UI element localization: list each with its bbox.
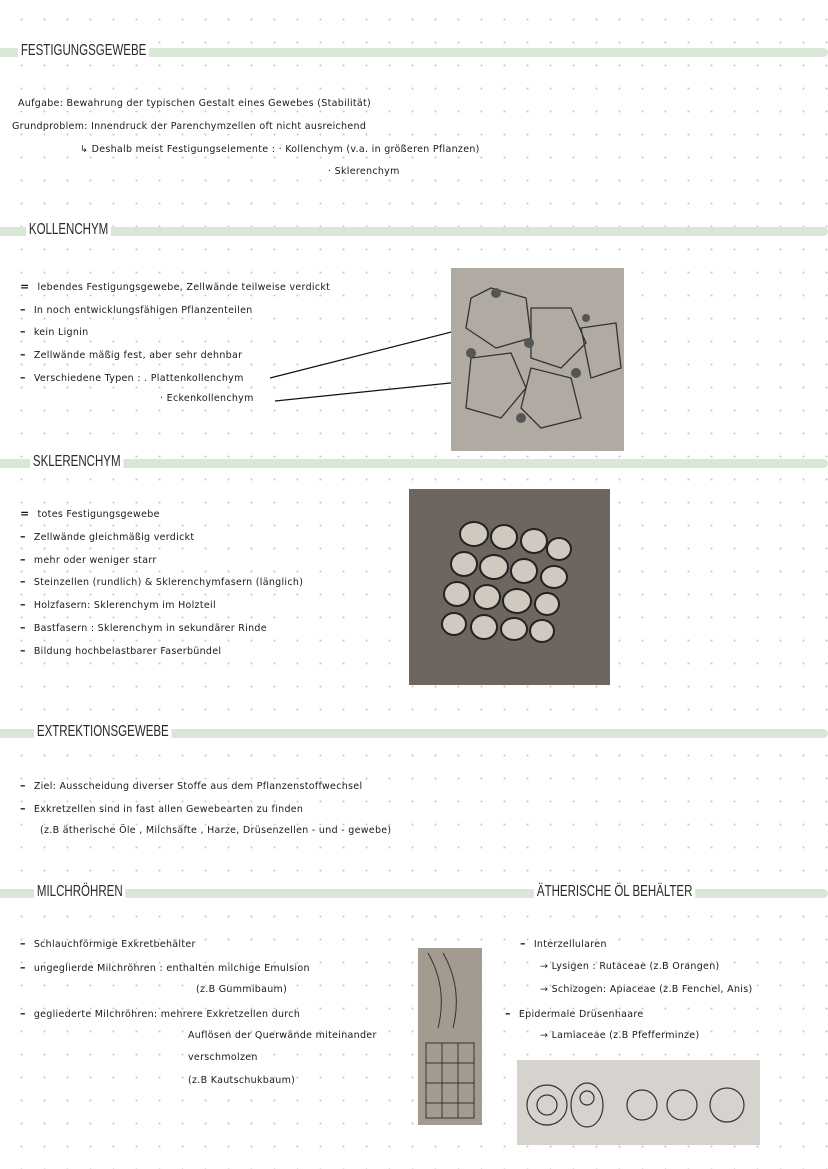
kollenchym-drawing: [451, 268, 624, 451]
heading-sklerenchym: SKLERENCHYM: [30, 453, 123, 471]
text-line: Epidermale Drüsenhaare: [518, 1009, 644, 1020]
text-line: Zellwände gleichmäßig verdickt: [33, 532, 195, 543]
text-line: Auflösen der Querwände miteinander: [188, 1030, 377, 1041]
text-line: · Sklerenchym: [328, 166, 400, 177]
bullet: –: [20, 937, 26, 950]
text-line: Exkretzellen sind in fast allen Gewebearten zu finden: [33, 804, 304, 815]
text-line: totes Festigungsgewebe: [37, 509, 160, 520]
bullet: –: [505, 1007, 511, 1020]
text-line: ↳ Deshalb meist Festigungselemente : · Kollenchym (v.a. in größeren Pflanzen): [80, 144, 480, 155]
heading-aetherische-oel-behaelter: ÄTHERISCHE ÖL BEHÄLTER: [534, 883, 695, 901]
heading-festigungsgewebe: FESTIGUNGSGEWEBE: [18, 42, 149, 60]
text-line: Zellwände mäßig fest, aber sehr dehnbar: [33, 350, 243, 361]
bullet: –: [520, 937, 526, 950]
text-line: Holzfasern: Sklerenchym im Holzteil: [33, 600, 216, 611]
text-line: → Schizogen: Apiaceae (z.B Fenchel, Anis): [540, 984, 753, 995]
text-line: kein Lignin: [33, 327, 89, 338]
text-line: Bildung hochbelastbarer Faserbündel: [33, 646, 222, 657]
text-line: → Lysigen : Rutaceae (z.B Orangen): [540, 961, 720, 972]
text-line: Schlauchförmige Exkretbehälter: [33, 939, 196, 950]
sklerenchym-drawing: [409, 489, 610, 685]
bullet: –: [20, 621, 26, 634]
bullet: –: [20, 802, 26, 815]
text-line: In noch entwicklungsfähigen Pflanzenteilen: [33, 305, 253, 316]
bullet: =: [20, 507, 30, 520]
bullet: –: [20, 530, 26, 543]
heading-milchroehren: MILCHRÖHREN: [34, 883, 126, 901]
text-line: lebendes Festigungsgewebe, Zellwände teilweise verdickt: [37, 282, 331, 293]
bullet: –: [20, 303, 26, 316]
bullet: –: [20, 575, 26, 588]
text-line: Ziel: Ausscheidung diverser Stoffe aus dem Pflanzenstoffwechsel: [33, 781, 363, 792]
text-line: · Eckenkollenchym: [160, 393, 254, 404]
section-band: [0, 459, 828, 468]
oel-behaelter-figure: [517, 1060, 760, 1145]
bullet: –: [20, 644, 26, 657]
text-line: ungeglierde Milchröhren : enthalten milchige Emulsion: [33, 963, 310, 974]
bullet: –: [20, 1007, 26, 1020]
text-line: (z.B ätherische Öle , Milchsäfte , Harze, Drüsenzellen - und - gewebe): [40, 825, 392, 836]
text-line: mehr oder weniger starr: [33, 555, 157, 566]
text-line: Aufgabe: Bewahrung der typischen Gestalt eines Gewebes (Stabilität): [18, 98, 372, 109]
bullet: –: [20, 961, 26, 974]
text-line: Steinzellen (rundlich) & Sklerenchymfasern (länglich): [33, 577, 304, 588]
bullet: –: [20, 553, 26, 566]
text-line: gegliederte Milchröhren: mehrere Exkretzellen durch: [33, 1009, 301, 1020]
bullet: –: [20, 598, 26, 611]
text-line: (z.B Gummibaum): [196, 984, 288, 995]
bullet: –: [20, 371, 26, 384]
text-line: verschmolzen: [188, 1052, 258, 1063]
heading-extraktionsgewebe: EXTREKTIONSGEWEBE: [34, 723, 172, 741]
bullet: –: [20, 348, 26, 361]
bullet: –: [20, 779, 26, 792]
text-line: Bastfasern : Sklerenchym in sekundärer Rinde: [33, 623, 267, 634]
bullet: –: [20, 325, 26, 338]
text-line: Interzellularen: [533, 939, 607, 950]
heading-kollenchym: KOLLENCHYM: [26, 221, 111, 239]
bullet: =: [20, 280, 30, 293]
arrow-lines: [0, 0, 828, 460]
text-line: Grundproblem: Innendruck der Parenchymzellen oft nicht ausreichend: [12, 121, 367, 132]
text-line: Verschiedene Typen : . Plattenkollenchym: [33, 373, 244, 384]
text-line: → Lamiaceae (z.B Pfefferminze): [540, 1030, 700, 1041]
milchroehren-figure: [418, 948, 482, 1125]
text-line: (z.B Kautschukbaum): [188, 1075, 296, 1086]
